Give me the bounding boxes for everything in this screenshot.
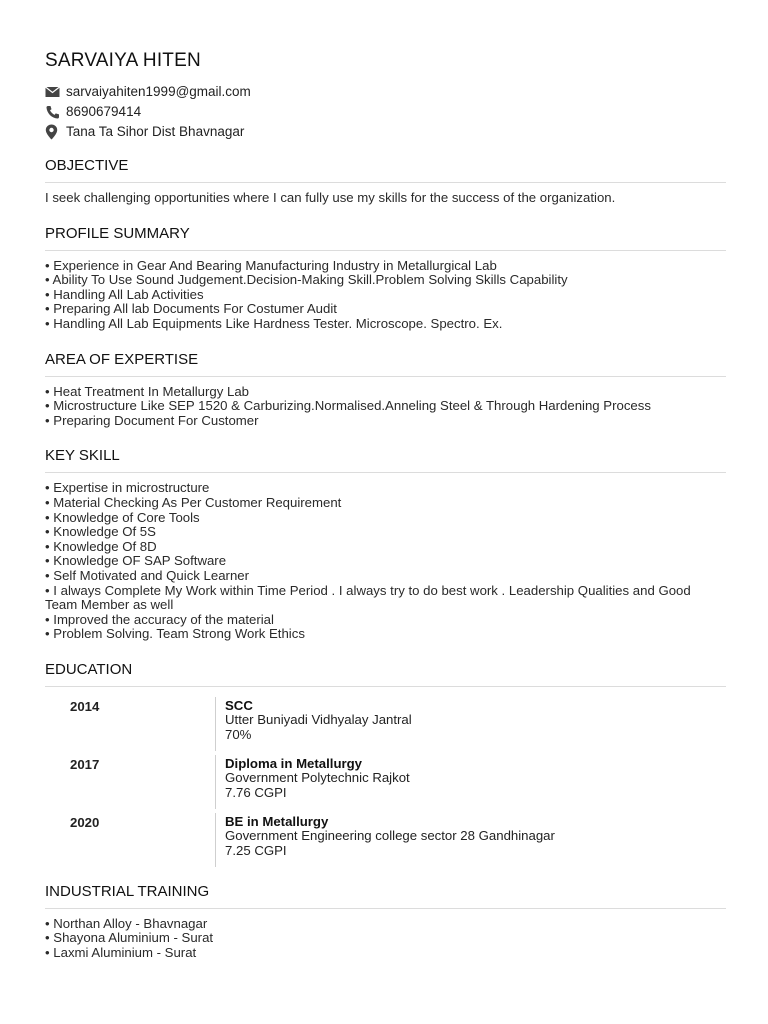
contact-email xyxy=(45,82,726,102)
list-item: • Preparing Document For Customer xyxy=(45,412,259,428)
list-item: • Knowledge Of 8D xyxy=(45,538,157,554)
education-institution: Government Engineering college sector 28 Gandhinagar xyxy=(225,828,555,844)
resume-page xyxy=(45,48,726,961)
phone-text: 8690679414 xyxy=(66,104,142,119)
education-score: 7.76 CGPI xyxy=(225,785,287,801)
list-item: • Handling All Lab Equipments Like Hardness Tester. Microscope. Spectro. Ex. xyxy=(45,315,503,331)
section-title: KEY SKILL xyxy=(45,445,726,473)
objective-section xyxy=(45,155,726,206)
list-item: • Preparing All lab Documents For Costumer Audit xyxy=(45,301,337,317)
phone-icon xyxy=(45,105,66,120)
education-detail xyxy=(215,813,555,867)
contact-phone xyxy=(45,102,726,122)
objective-text: I seek challenging opportunities where I can fully use my skills for the success of the organization. xyxy=(45,190,616,205)
list-item: • Knowledge Of 5S xyxy=(45,524,156,540)
key-skill-section xyxy=(45,445,726,642)
education-row xyxy=(70,755,726,809)
education-year: 2017 xyxy=(70,756,100,772)
list-item: • I always Complete My Work within Time Period . I always try to do best work . Leadership Qualities and Good Team Member as well xyxy=(45,582,691,613)
list-item: • Expertise in microstructure xyxy=(45,480,210,496)
education-institution: Utter Buniyadi Vidhyalay Jantral xyxy=(225,712,412,728)
address-text: Tana Ta Sihor Dist Bhavnagar xyxy=(66,124,245,139)
education-degree: Diploma in Metallurgy xyxy=(225,755,363,771)
education-detail xyxy=(215,755,410,809)
contact-address xyxy=(45,122,726,142)
education-row xyxy=(70,697,726,751)
expertise-list xyxy=(45,377,726,429)
section-title: EDUCATION xyxy=(45,659,726,687)
list-item: • Material Checking As Per Customer Requirement xyxy=(45,494,342,510)
education-row xyxy=(70,813,726,867)
list-item: • Knowledge of Core Tools xyxy=(45,509,200,525)
education-section xyxy=(45,659,726,867)
list-item: • Problem Solving. Team Strong Work Ethics xyxy=(45,626,305,642)
list-item: • Handling All Lab Activities xyxy=(45,286,204,302)
list-item: • Northan Alloy - Bhavnagar xyxy=(45,915,208,931)
list-item: • Ability To Use Sound Judgement.Decision-Making Skill.Problem Solving Skills Capability xyxy=(45,272,568,288)
education-table xyxy=(70,697,726,867)
section-title: OBJECTIVE xyxy=(45,155,726,183)
area-of-expertise-section xyxy=(45,349,726,429)
list-item: • Self Motivated and Quick Learner xyxy=(45,567,250,583)
section-title: AREA OF EXPERTISE xyxy=(45,349,726,377)
education-score: 70% xyxy=(225,727,252,743)
list-item: • Heat Treatment In Metallurgy Lab xyxy=(45,383,249,399)
education-institution: Government Polytechnic Rajkot xyxy=(225,770,410,786)
profile-summary-list xyxy=(45,251,726,332)
objective-body xyxy=(45,183,726,206)
list-item: • Laxmi Aluminium - Surat xyxy=(45,945,197,961)
list-item: • Improved the accuracy of the material xyxy=(45,611,274,627)
list-item: • Microstructure Like SEP 1520 & Carburizing.Normalised.Anneling Steel & Through Hardening Process xyxy=(45,398,651,414)
key-skill-list xyxy=(45,473,726,642)
email-text: sarvaiyahiten1999@gmail.com xyxy=(66,84,251,99)
list-item: • Knowledge OF SAP Software xyxy=(45,553,227,569)
education-detail xyxy=(215,697,412,751)
training-list xyxy=(45,909,726,961)
section-title: PROFILE SUMMARY xyxy=(45,223,726,251)
education-degree: SCC xyxy=(225,697,253,713)
education-year: 2020 xyxy=(70,814,100,830)
location-pin-icon xyxy=(45,124,66,140)
list-item: • Experience in Gear And Bearing Manufacturing Industry in Metallurgical Lab xyxy=(45,257,497,273)
industrial-training-section xyxy=(45,881,726,961)
list-item: • Shayona Aluminium - Surat xyxy=(45,930,214,946)
mail-icon xyxy=(45,86,66,98)
education-score: 7.25 CGPI xyxy=(225,843,287,859)
candidate-name: SARVAIYA HITEN xyxy=(45,50,201,71)
education-degree: BE in Metallurgy xyxy=(225,813,329,829)
education-year: 2014 xyxy=(70,698,100,714)
section-title: INDUSTRIAL TRAINING xyxy=(45,881,726,909)
profile-summary-section xyxy=(45,223,726,332)
